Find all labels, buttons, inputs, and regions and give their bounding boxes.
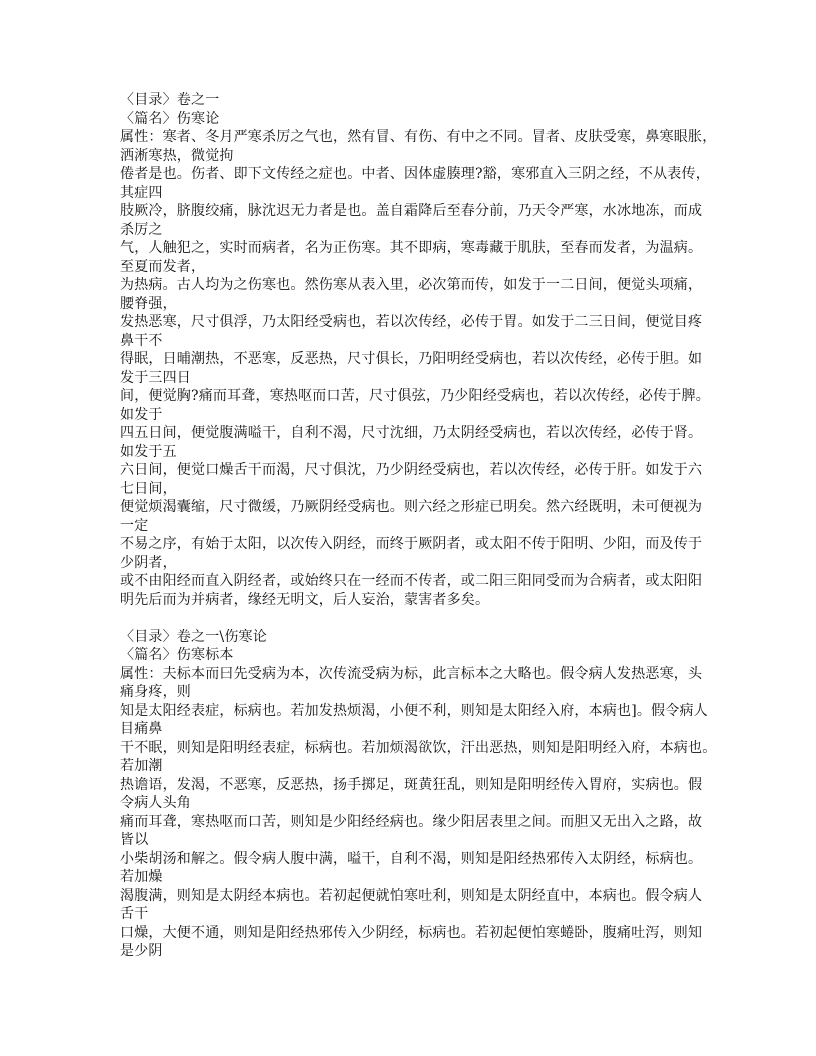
text-line: 气，人触犯之，实时而病者，名为正伤寒。其不即病，寒毒藏于肌肤，至春而发者，为温病。	[120, 240, 703, 256]
text-line: 或不由阳经而直入阴经者，或始终只在一经而不传者，或二阳三阳同受而为合病者，或太阳阳	[120, 573, 703, 589]
text-line: 少阴者，	[120, 554, 177, 571]
text-line: 明先后而为并病者，缘经无明文，后人妄治，蒙害者多矣。	[120, 591, 490, 608]
text-line: 得眠，日晡潮热，不恶寒，反恶热，尺寸俱长，乃阳明经受病也，若以次传经，必传于胆。如	[120, 351, 703, 367]
text-line: 〈篇名〉伤寒标本	[120, 647, 234, 663]
text-line: 属性：寒者、冬月严寒杀厉之气也，然有冒、有伤、有中之不同。冒者、皮肤受寒，鼻寒眼胀，	[120, 129, 717, 145]
text-line: 发热恶寒，尺寸俱浮，乃太阳经受病也，若以次传经，必传于胃。如发于二三日间，便觉目疼	[120, 314, 703, 330]
text-line: 是少阴	[120, 943, 163, 959]
text-line: 六日间，便觉口燥舌干而渴，尺寸俱沈，乃少阴经受病也，若以次传经，必传于肝。如发于六	[120, 462, 703, 478]
text-line: 其症四	[120, 184, 163, 201]
text-line: 发于三四日	[120, 369, 191, 386]
text-line: 属性：夫标本而曰先受病为本，次传流受病为标，此言标本之大略也。假令病人发热恶寒，头	[120, 665, 703, 682]
text-line: 洒淅寒热，微觉拘	[120, 147, 234, 164]
text-line: 一定	[120, 517, 149, 534]
text-line: 间，便觉胸?痛而耳聋，寒热呕而口苦，尺寸俱弦，乃少阳经受病也，若以次传经，必传于脾。	[120, 388, 710, 404]
text-line: 〈目录〉卷之一	[120, 92, 220, 108]
text-line: 便觉烦渴囊缩，尺寸微缓，乃厥阴经受病也。则六经之形症已明矣。然六经既明，未可便视为	[120, 499, 703, 515]
text-line: 七日间，	[120, 480, 177, 497]
document-section	[120, 628, 720, 961]
text-line: 〈篇名〉伤寒论	[120, 110, 220, 127]
text-line: 杀厉之	[120, 221, 163, 238]
document-section	[120, 91, 720, 609]
text-line: 腰脊强，	[120, 295, 177, 312]
text-line: 为热病。古人均为之伤寒也。然伤寒从表入里，必次第而传，如发于一二日间，便觉头项痛，	[120, 277, 703, 293]
text-line: 至夏而发者，	[120, 258, 206, 275]
text-line: 痛而耳聋，寒热呕而口苦，则知是少阳经经病也。缘少阳居表里之间。而胆又无出入之路，故	[120, 813, 703, 830]
text-line: 鼻干不	[120, 332, 163, 349]
text-line: 热谵语，发渴，不恶寒，反恶热，扬手掷足，斑黄狂乱，则知是阳明经传入胃府，实病也。假	[120, 776, 703, 793]
text-line: 如发于五	[120, 443, 177, 460]
text-line: 知是太阳经表症，标病也。若加发热烦渴，小便不利，则知是太阳经入府，本病也]。假令病人	[120, 702, 708, 719]
text-line: 肢厥冷，脐腹绞痛，脉沈迟无力者是也。盖自霜降后至春分前，乃天令严寒，水冰地冻，而成	[120, 203, 703, 219]
text-line: 〈目录〉卷之一\伤寒论	[120, 628, 267, 645]
text-line: 皆以	[120, 832, 149, 848]
text-line: 舌干	[120, 906, 149, 922]
text-line: 若加燥	[120, 869, 163, 885]
text-line: 若加潮	[120, 758, 163, 774]
text-line: 渴腹满，则知是太阴经本病也。若初起便就怕寒吐利，则知是太阴经直中，本病也。假令病人	[120, 887, 703, 904]
text-line: 痛身疼，则	[120, 684, 191, 700]
text-line: 小柴胡汤和解之。假令病人腹中满，嗌干，自利不渴，则知是阳经热邪传入太阴经，标病也。	[120, 850, 703, 867]
text-line: 令病人头角	[120, 795, 191, 811]
text-line: 倦者是也。伤者、即下文传经之症也。中者、因体虚腠理?豁，寒邪直入三阴之经，不从表传，	[120, 166, 710, 182]
text-line: 四五日间，便觉腹满嗌干，自利不渴，尺寸沈细，乃太阴经受病也，若以次传经，必传于肾。	[120, 425, 703, 441]
text-line: 目痛鼻	[120, 721, 163, 737]
text-line: 干不眠，则知是阳明经表症，标病也。若加烦渴欲饮，汗出恶热，则知是阳明经入府，本病也。	[120, 739, 717, 756]
text-line: 口燥，大便不通，则知是阳经热邪传入少阴经，标病也。若初起便怕寒蜷卧，腹痛吐泻，则知	[120, 924, 703, 941]
document-body	[120, 91, 720, 961]
text-line: 如发于	[120, 406, 163, 423]
text-line: 不易之序，有始于太阳，以次传入阴经，而终于厥阴者，或太阳不传于阳明、少阳，而及传于	[120, 536, 703, 552]
